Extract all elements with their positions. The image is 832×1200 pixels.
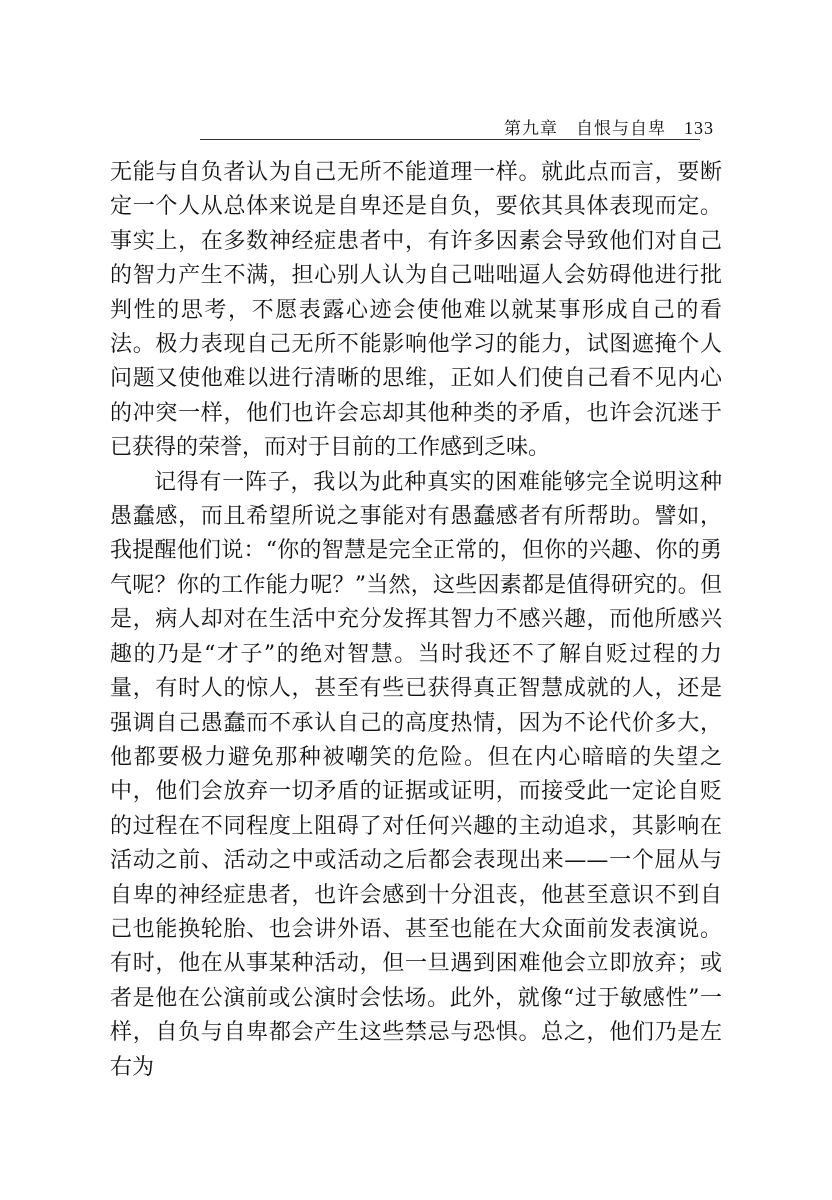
body-text <box>110 156 722 1085</box>
chapter-title: 第九章 自恨与自卑 <box>504 119 666 139</box>
paragraph-continued: 无能与自负者认为自己无所不能道理一样。就此点而言，要断定一个人从总体来说是自卑还是自负，要依其具体表现而定。事实上，在多数神经症患者中，有许多因素会导致他们对自己的智力产生不满，担心别人认为自己咄咄逼人会妨碍他进行批判性的思考，不愿表露心迹会使他难以就某事形成自己的看法。极力表现自己无所不能影响他学习的能力，试图遮掩个人问题又使他难以进行清晰的思维，正如人们使自己看不见内心的冲突一样，他们也许会忘却其他种类的矛盾，也许会沉迷于已获得的荣誉，而对于目前的工作感到乏味。 <box>110 160 722 461</box>
header-rule <box>200 139 700 140</box>
paragraph: 记得有一阵子，我以为此种真实的困难能够完全说明这种愚蠢感，而且希望所说之事能对有愚蠢感者有所帮助。譬如，我提醒他们说：“你的智慧是完全正常的，但你的兴趣、你的勇气呢？你的工作能力呢？”当然，这些因素都是值得研究的。但是，病人却对在生活中充分发挥其智力不感兴趣，而他所感兴趣的乃是“才子”的绝对智慧。当时我还不了解自贬过程的力量，有时人的惊人，甚至有些已获得真正智慧成就的人，还是强调自己愚蠢而不承认自己的高度热情，因为不论代价多大，他都要极力避免那种被嘲笑的危险。但在内心暗暗的失望之中，他们会放弃一切矛盾的证据或证明，而接受此一定论自贬的过程在不同程度上阻碍了对任何兴趣的主动追求，其影响在活动之前、活动之中或活动之后都会表现出来——一个屈从与自卑的神经症患者，也许会感到十分沮丧，他甚至意识不到自己也能换轮胎、也会讲外语、甚至也能在大众面前发表演说。有时，他在从事某种活动，但一旦遇到困难他会立即放弃；或者是他在公演前或公演时会怯场。此外，就像“过于敏感性”一样，自负与自卑都会产生这些禁忌与恐惧。总之，他们乃是左右为 <box>110 469 722 1080</box>
running-head <box>504 114 714 139</box>
page-number: 133 <box>684 118 714 138</box>
